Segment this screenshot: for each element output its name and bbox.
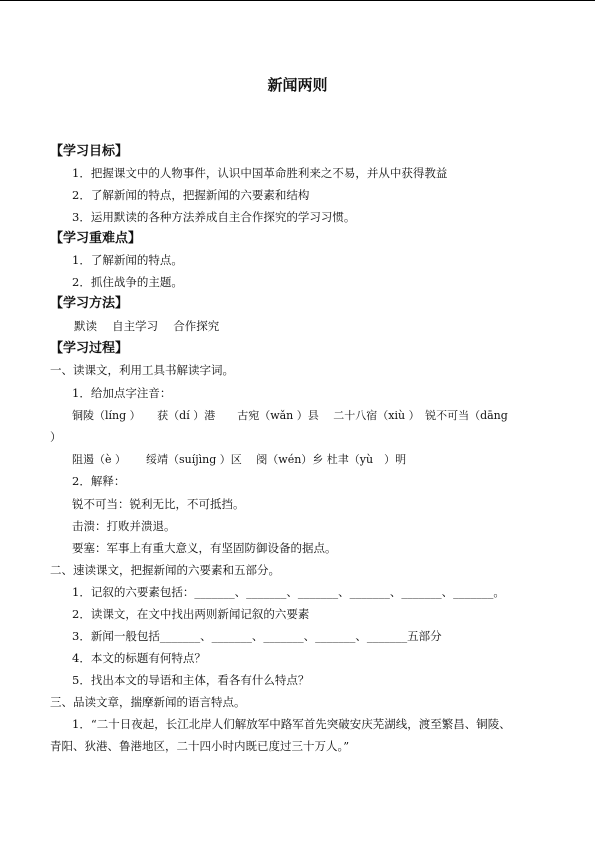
- process-line: 4．本文的标题有何特点？: [72, 651, 206, 665]
- top-rule: [0, 0, 595, 1]
- goal-item: 1．把握课文中的人物事件，认识中国革命胜利来之不易，并从中获得教益: [72, 166, 448, 180]
- quote-line: 青阳、狄港、鲁港地区，二十四小时内既已度过三十万人。”: [50, 739, 350, 753]
- process-line: 二、速读课文，把握新闻的六要素和五部分。: [50, 563, 280, 577]
- key-point-item: 1．了解新闻的特点。: [72, 253, 183, 267]
- process-line: 1．给加点字注音：: [72, 386, 172, 400]
- process-line: 2．解释：: [72, 474, 126, 488]
- definition-line: 要塞：军事上有重大意义，有坚固防御设备的据点。: [72, 541, 337, 555]
- document-title: 新闻两则: [267, 76, 328, 94]
- process-line: 5．找出本文的导语和主体，看各有什么特点？: [72, 673, 310, 687]
- definition-line: 锐不可当：锐利无比，不可抵挡。: [72, 497, 245, 511]
- process-line: 一、读课文，利用工具书解读字词。: [50, 363, 234, 377]
- process-line: 2．读课文，在文中找出两则新闻记叙的六要素: [72, 607, 310, 621]
- goal-item: 3．运用默读的各种方法养成自主合作探究的学习习惯。: [72, 210, 356, 224]
- process-line: 三、品读文章，揣摩新闻的语言特点。: [50, 695, 246, 709]
- pinyin-line: 阻遏（è ） 绥靖（suíjìng ）区 阌（wén）乡 杜聿（yù ）明: [72, 453, 407, 466]
- key-points-heading: 【学习重难点】: [50, 231, 142, 246]
- fill-blank-line: 3．新闻一般包括_______、_______、_______、_______、_______五部分: [72, 629, 442, 643]
- pinyin-line: 铜陵（líng ） 获（dí ）港 古宛（wǎn ）县 二十八宿（xiù ） 锐不可当（dāng: [72, 409, 508, 422]
- key-point-item: 2．抓住战争的主题。: [72, 275, 183, 289]
- process-heading: 【学习过程】: [50, 341, 129, 356]
- goals-heading: 【学习目标】: [50, 144, 129, 159]
- methods-text: 默读 自主学习 合作探究: [74, 319, 220, 333]
- pinyin-line-continued: ）: [50, 430, 62, 444]
- definition-line: 击溃：打败并溃退。: [72, 519, 176, 533]
- goal-item: 2．了解新闻的特点，把握新闻的六要素和结构: [72, 188, 310, 202]
- methods-heading: 【学习方法】: [50, 296, 129, 311]
- fill-blank-line: 1．记叙的六要素包括：_______、_______、_______、_______、_______、_______。: [72, 585, 505, 599]
- quote-line: 1．“二十日夜起，长江北岸人们解放军中路军首先突破安庆芜湖线，渡至繁昌、铜陵、: [72, 717, 511, 731]
